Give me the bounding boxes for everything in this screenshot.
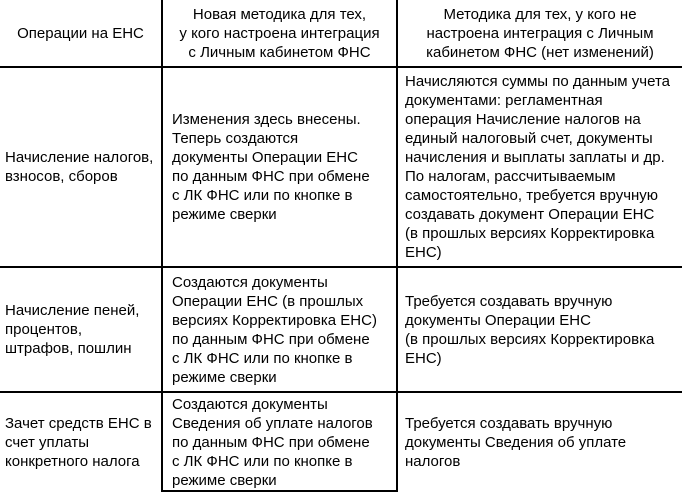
cell-old-method-row3: Требуется создавать вручную документы Сведения об уплате налогов (405, 415, 627, 470)
cell-operation-row3: Зачет средств ЕНС в счет уплаты конкретного налога (0, 393, 163, 492)
cell-old-method-row1: Начисляются суммы по данным учета документами: регламентная операция Начисление налогов на единый налоговый счет, документы начисления и выплаты заплаты и др. По налогам, рассчитываемым самостоятельно, требуется вручную создавать документ Операции ЕНС (в прошлых версиях Корректировка ЕНС) (398, 68, 682, 268)
cell-operation-row2: Начисление пеней, процентов, штрафов, пошлин (0, 268, 163, 393)
header-new-method: Новая методика для тех, у кого настроена интеграция с Личным кабинетом ФНС (163, 0, 398, 68)
cell-new-method-row2: Создаются документы Операции ЕНС (в прошлых версиях Корректировка ЕНС) по данным ФНС при обмене с ЛК ФНС или по кнопке в режиме сверки (163, 268, 398, 393)
header-operations: Операции на ЕНС (0, 0, 163, 68)
cell-old-method-row2: Требуется создавать вручную документы Операции ЕНС (в прошлых версиях Корректировка ЕНС) (398, 268, 682, 393)
cell-operation-row1: Начисление налогов, взносов, сборов (0, 68, 163, 268)
cell-new-method-row3: Создаются документы Сведения об уплате налогов по данным ФНС при обмене с ЛК ФНС или по кнопке в режиме сверки (163, 393, 398, 492)
cell-new-method-row1: Изменения здесь внесены. Теперь создаются документы Операции ЕНС по данным ФНС при обмене с ЛК ФНС или по кнопке в режиме сверки (163, 68, 398, 268)
header-old-method: Методика для тех, у кого не настроена интеграция с Личным кабинетом ФНС (нет изменений) (398, 0, 682, 68)
